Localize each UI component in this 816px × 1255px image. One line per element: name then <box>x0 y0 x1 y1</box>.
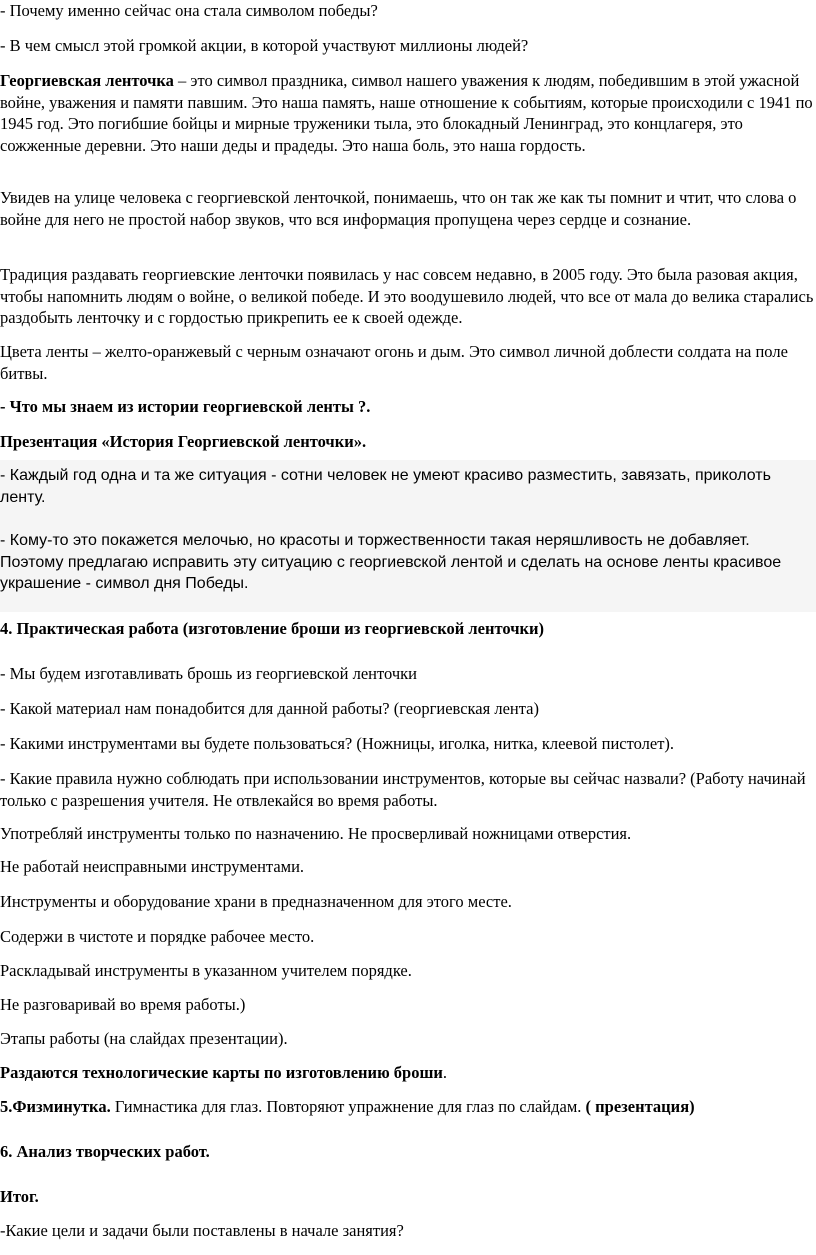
heading-history-question <box>0 396 814 418</box>
heading-summary <box>0 1186 814 1208</box>
heading-analysis <box>0 1141 814 1163</box>
final-question: -Какие цели и задачи были поставлены в начале занятия? <box>0 1221 404 1240</box>
rule-line-6: Не разговаривай во время работы.) <box>0 995 246 1014</box>
paragraph-ribbon-symbol <box>0 70 814 156</box>
heading-presentation-text: Презентация «История Георгиевской ленточки». <box>0 432 367 451</box>
list-line-3: - Какими инструментами вы будете пользоваться? (Ножницы, иголка, нитка, клеевой пистолет). <box>0 734 675 753</box>
rule-line-3: Инструменты и оборудование храни в предназначенном для этого месте. <box>0 892 512 911</box>
rule-line-2: Не работай неисправными инструментами. <box>0 857 305 876</box>
heading-tech-cards-text: Раздаются технологические карты по изготовлению броши <box>0 1063 443 1082</box>
heading-tech-cards <box>0 1062 814 1084</box>
question-line-2: - В чем смысл этой громкой акции, в которой участвуют миллионы людей? <box>0 36 529 55</box>
list-line-2: - Какой материал нам понадобится для данной работы? (георгиевская лента) <box>0 699 539 718</box>
rule-line-5: Раскладывай инструменты в указанном учителем порядке. <box>0 961 412 980</box>
heading-physical-minute-presentation: ( презентация) <box>585 1097 695 1116</box>
list-line-4: - Какие правила нужно соблюдать при использовании инструментов, которые вы сейчас назвали? (Работу начинай только с разрешения учителя. Не отвлекайся во время работы. <box>0 769 806 810</box>
question-line-1: - Почему именно сейчас она стала символом победы? <box>0 1 378 20</box>
rule-line-7: Этапы работы (на слайдах презентации). <box>0 1029 288 1048</box>
heading-history-question-text: - Что мы знаем из истории георгиевской ленты ?. <box>0 397 371 416</box>
shaded-paragraph-1: - Каждый год одна и та же ситуация - сотни человек не умеют красиво разместить, завязать, приколоть ленту. <box>0 467 771 506</box>
shaded-quote-block <box>0 460 816 612</box>
paragraph-person-with-ribbon: Увидев на улице человека с георгиевской ленточкой, понимаешь, что он так же как ты помнит и чтит, что слова о войне для него не простой набор звуков, что вся информация пропущена через сердце и сознание. <box>0 188 797 229</box>
paragraph-ribbon-colors: Цвета ленты – желто-оранжевый с черным означают огонь и дым. Это символ личной доблести солдата на поле битвы. <box>0 342 788 383</box>
paragraph-ribbon-symbol-text: – это символ праздника, символ нашего уважения к людям, победившим в этой ужасной войне, уважения и памяти павшим. Это наша память, наше отношение к событиям, которые происходили с 1941 по 1945 год. Это погибшие бойцы и мирные труженики тыла, это блокадный Ленинград, это концлагеря, это сожженные деревни. Это наши деды и прадеды. Это наша боль, это наша гордость. <box>0 71 813 155</box>
paragraph-tradition: Традиция раздавать георгиевские ленточки появилась у нас совсем недавно, в 2005 году. Это была разовая акция, чтобы напомнить людям о войне, о великой победе. И это воодушевило людей, что все от мала до велика старались раздобыть ленточку и с гордостью прикрепить ее к своей одежде. <box>0 265 814 327</box>
heading-presentation <box>0 431 814 453</box>
rule-line-4: Содержи в чистоте и порядке рабочее место. <box>0 927 315 946</box>
term-georgievskaya-lentochka: Георгиевская ленточка <box>0 71 174 90</box>
heading-physical-minute <box>0 1096 814 1118</box>
heading-physical-minute-title: 5.Физминутка. <box>0 1097 111 1116</box>
heading-summary-text: Итог. <box>0 1187 39 1206</box>
shaded-paragraph-2: - Кому-то это покажется мелочью, но красоты и торжественности такая неряшливость не добавляет. Поэтому предлагаю исправить эту ситуацию с георгиевской лентой и сделать на основе ленты красивое украшение - символ дня Победы. <box>0 532 782 592</box>
rule-line-1: Употребляй инструменты только по назначению. Не просверливай ножницами отверстия. <box>0 824 632 843</box>
heading-tech-cards-tail: . <box>442 1063 448 1082</box>
heading-practical-work <box>0 618 814 640</box>
list-line-1: - Мы будем изготавливать брошь из георгиевской ленточки <box>0 664 417 683</box>
heading-physical-minute-text: Гимнастика для глаз. Повторяют упражнение для глаз по слайдам. <box>110 1097 586 1116</box>
heading-practical-work-text: 4. Практическая работа (изготовление броши из георгиевской ленточки) <box>0 619 545 638</box>
heading-analysis-text: 6. Анализ творческих работ. <box>0 1142 210 1161</box>
